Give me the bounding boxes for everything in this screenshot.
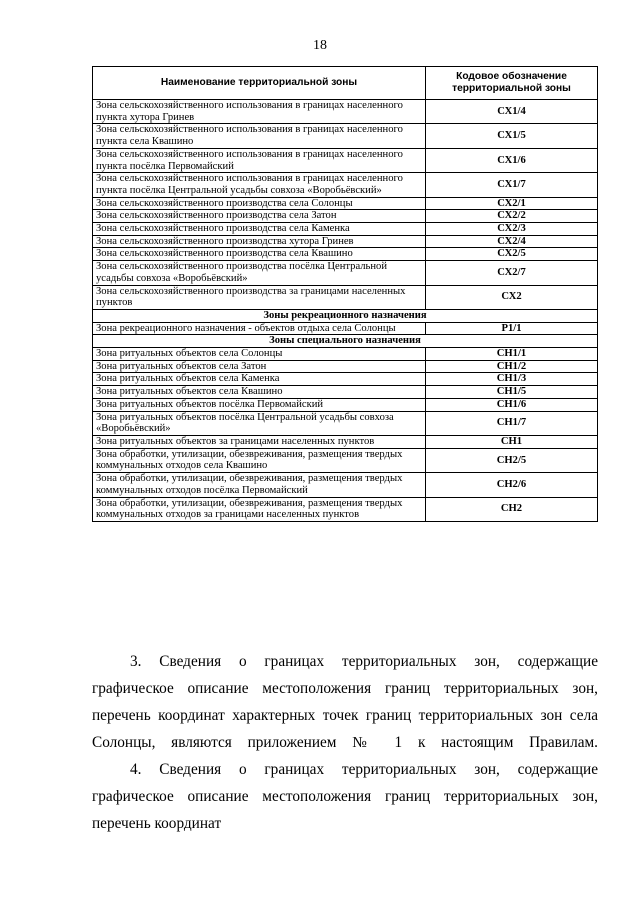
zone-name-cell: Зона ритуальных объектов посёлка Центральной усадьбы совхоза «Воробьёвский»	[93, 411, 426, 435]
header-zone-name: Наименование территориальной зоны	[93, 67, 426, 100]
zone-name-cell: Зона обработки, утилизации, обезвреживания, размещения твердых коммунальных отходов посёлка Первомайский	[93, 473, 426, 497]
table-row	[93, 173, 598, 197]
zone-name-cell: Зона ритуальных объектов села Солонцы	[93, 348, 426, 361]
table-row	[93, 261, 598, 285]
table-row	[93, 197, 598, 210]
zone-code-cell: СН1/1	[426, 348, 598, 361]
zone-name-cell: Зона сельскохозяйственного производства хутора Гринев	[93, 235, 426, 248]
zone-name-cell: Зона ритуальных объектов за границами населенных пунктов	[93, 435, 426, 448]
table-row	[93, 285, 598, 309]
zone-name-cell: Зона сельскохозяйственного использования в границах населенного пункта хутора Гринев	[93, 100, 426, 124]
zone-code-cell: СХ1/5	[426, 124, 598, 148]
table-row	[93, 235, 598, 248]
zone-code-cell: СН1/2	[426, 360, 598, 373]
table-row	[93, 124, 598, 148]
table-row	[93, 373, 598, 386]
zone-code-cell: СН1/6	[426, 398, 598, 411]
zone-name-cell: Зона обработки, утилизации, обезвреживания, размещения твердых коммунальных отходов за границами населенных пунктов	[93, 497, 426, 521]
section-title: Зоны рекреационного назначения	[93, 309, 598, 322]
zone-code-cell: СХ1/4	[426, 100, 598, 124]
table-section-row	[93, 335, 598, 348]
section-title: Зоны специального назначения	[93, 335, 598, 348]
table-row	[93, 248, 598, 261]
zone-code-cell: Р1/1	[426, 322, 598, 335]
table-row	[93, 360, 598, 373]
table-row	[93, 497, 598, 521]
zone-name-cell: Зона сельскохозяйственного использования в границах населенного пункта села Квашино	[93, 124, 426, 148]
table-row	[93, 448, 598, 472]
table-row	[93, 386, 598, 399]
zone-code-cell: СХ2/7	[426, 261, 598, 285]
zone-code-cell: СХ2/3	[426, 223, 598, 236]
table-row	[93, 435, 598, 448]
zone-name-cell: Зона сельскохозяйственного производства села Затон	[93, 210, 426, 223]
zones-table-body	[93, 100, 598, 522]
table-row	[93, 322, 598, 335]
zone-code-cell: СН1/5	[426, 386, 598, 399]
zone-code-cell: СХ2/1	[426, 197, 598, 210]
zone-code-cell: СХ2/5	[426, 248, 598, 261]
page-number: 18	[313, 38, 327, 53]
table-row	[93, 148, 598, 172]
zone-name-cell: Зона ритуальных объектов села Квашино	[93, 386, 426, 399]
zone-name-cell: Зона сельскохозяйственного производства за границами населенных пунктов	[93, 285, 426, 309]
table-row	[93, 100, 598, 124]
zone-name-cell: Зона ритуальных объектов села Каменка	[93, 373, 426, 386]
zone-code-cell: СХ1/7	[426, 173, 598, 197]
zone-name-cell: Зона сельскохозяйственного производства села Каменка	[93, 223, 426, 236]
zone-code-cell: СН2	[426, 497, 598, 521]
zone-name-cell: Зона сельскохозяйственного производства села Квашино	[93, 248, 426, 261]
table-row	[93, 473, 598, 497]
header-zone-code: Кодовое обозначение территориальной зоны	[426, 67, 598, 100]
zone-name-cell: Зона ритуальных объектов села Затон	[93, 360, 426, 373]
zone-code-cell: СН1/3	[426, 373, 598, 386]
table-row	[93, 223, 598, 236]
zone-code-cell: СН1	[426, 435, 598, 448]
zone-code-cell: СН2/6	[426, 473, 598, 497]
zone-name-cell: Зона ритуальных объектов посёлка Первомайский	[93, 398, 426, 411]
zone-code-cell: СХ2/4	[426, 235, 598, 248]
table-header-row	[93, 67, 598, 100]
zone-name-cell: Зона сельскохозяйственного использования в границах населенного пункта посёлка Центральной усадьбы совхоза «Воробьёвский»	[93, 173, 426, 197]
table-row	[93, 210, 598, 223]
paragraph-4: 4. Сведения о границах территориальных зон, содержащие графическое описание местоположения границ территориальных зон, перечень координат	[92, 761, 598, 832]
zone-name-cell: Зона сельскохозяйственного использования в границах населенного пункта посёлка Первомайский	[93, 148, 426, 172]
zone-name-cell: Зона сельскохозяйственного производства села Солонцы	[93, 197, 426, 210]
table-row	[93, 411, 598, 435]
paragraph-3: 3. Сведения о границах территориальных зон, содержащие графическое описание местоположения границ территориальных зон, перечень координат характерных точек границ территориальных зон села Солонцы, являются приложением № 1 к настоящим Правилам.	[92, 653, 598, 751]
zone-code-cell: СН1/7	[426, 411, 598, 435]
table-row	[93, 398, 598, 411]
zone-code-cell: СХ2/2	[426, 210, 598, 223]
zone-name-cell: Зона обработки, утилизации, обезвреживания, размещения твердых коммунальных отходов села Квашино	[93, 448, 426, 472]
zone-code-cell: СХ1/6	[426, 148, 598, 172]
table-row	[93, 348, 598, 361]
zone-code-cell: СН2/5	[426, 448, 598, 472]
zones-table	[92, 66, 598, 522]
table-section-row	[93, 309, 598, 322]
zone-name-cell: Зона сельскохозяйственного производства посёлка Центральной усадьбы совхоза «Воробьёвский»	[93, 261, 426, 285]
zone-code-cell: СХ2	[426, 285, 598, 309]
zone-name-cell: Зона рекреационного назначения - объектов отдыха села Солонцы	[93, 322, 426, 335]
